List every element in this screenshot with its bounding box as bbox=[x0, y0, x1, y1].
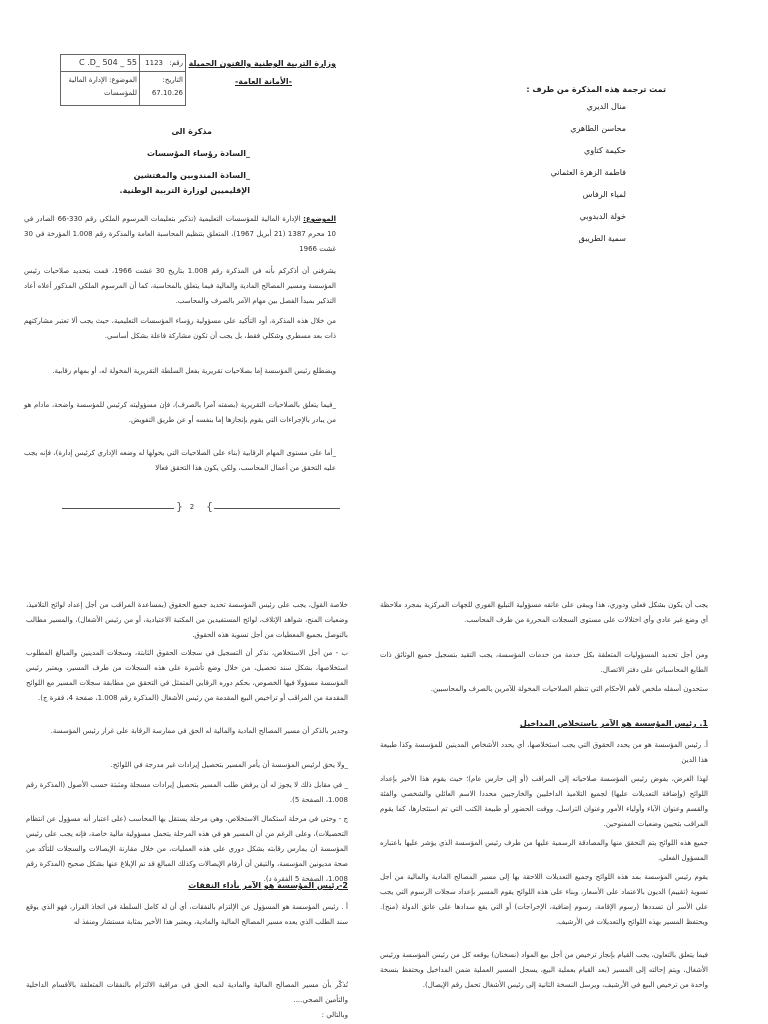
paragraph: وبالتالي : bbox=[321, 1011, 348, 1019]
translator-name: حكيمة كتاوي bbox=[583, 146, 626, 155]
translator-name: منال الديري bbox=[586, 102, 626, 111]
paragraph: وجدير بالذكر أن مسير المصالح المادية والمالية له الحق في ممارسة الرقابة على غرار رئيس المؤسسة. bbox=[50, 727, 348, 735]
memo-to: مذكرة الى bbox=[171, 127, 212, 136]
paragraph: يشرفني أن أذكركم بأنه في المذكرة رقم 1.008 بتاريخ 30 غشت 1966، قمت بتحديد صلاحيات رئيس المؤسسة ومسير المصالح المادية والمالية فيما يتعلق بالمحاسبة، كما أن المرسوم الملكي المذكور أعلاه أعاد التذكير بمبدأ الفصل بين مهام الآمر بالصرف والمحاسب. bbox=[24, 267, 336, 305]
page-number: 2 bbox=[189, 503, 195, 511]
subject-paragraph bbox=[24, 212, 336, 257]
reference-date-label: التاريخ: bbox=[162, 76, 183, 84]
page-bracket-right: { bbox=[206, 500, 213, 513]
reference-code: 55 _ 504 _C .D bbox=[79, 58, 137, 67]
paragraph: من خلال هذه المذكرة، أود التأكيد على مسؤولية رؤساء المؤسسات التعليمية، حيث يجب ألا تعتبر مشاركتهم ذات بعد مسطري وشكلي فقط، بل يجب أن تكون مشاركة فاعلة بشكل أساسي. bbox=[24, 317, 336, 340]
paragraph: _ في مقابل ذلك لا يجوز له أن يرفض طلب المسير بتحصيل إيرادات مسجلة ومثبتة حسب الأصول (المذكرة رقم 1.008، الصفحة 5). bbox=[26, 781, 348, 804]
subject-text: الإدارة المالية للمؤسسات التعليمية (تذكير بتعليمات المرسوم الملكي رقم 330-66 الصادر في 10 محرم 1387 (21 أبريل 1967)، المتعلق بتنظيم المحاسبة العامة والمذكرة رقم 1.008 المؤرخة في 30 غشت 1966 bbox=[24, 215, 336, 253]
paragraph: لهذا الغرض، يفوض رئيس المؤسسة صلاحياته إلى المراقب (أو إلى حارس عام)؛ حيث يقوم هذا الأخير بإعداد اللوائح (وإضافة التعديلات عليها) لجميع التلاميذ الداخليين والخارجيين محددا الاسم العائلي والشخصي والفئة والقسم وعنوان الآباء وأولياء الأمور وعنوان التراسل، ووقت الحضور أو طبيعة الكتب التي تم استئجارها، كما يقوم المراقب بتحيين وضعيات الممنوحين. bbox=[380, 775, 708, 828]
reference-box bbox=[60, 54, 186, 106]
paragraph: ب - من أجل الاستخلاص، نذكر أن التسجيل في سجلات الحقوق الثابتة، وسجلات المدينين والمبالغ المطلوب استخلاصها، بشكل سند تحصيل، من خلال وضع تأشيرة على هذه السجلات من طرف المسير، ويعتبر رئيس المؤسسة مسؤولا فيها الخصوص، بحكم دوره الرقابي المتمثل في التحقق من مطابقة سجلات المسير مع اللوائح المقدمة من المراقب أو تراخيص البيع المقدمة من رئيس الأشغال (المذكرة رقم 1.008، صفحة 4، فقرة ج). bbox=[26, 649, 348, 702]
paragraph: ومن أجل تحديد المسؤوليات المتعلقة بكل خدمة من خدمات المؤسسة، يجب التقيد بتسجيل جميع الوثائق ذات الطابع المحاسباتي على دفتر الاتصال. bbox=[380, 651, 708, 674]
paragraph: نُذكّر بأن مسير المصالح المالية والمادية لديه الحق في مراقبة الالتزام بالنفقات المتعلقة بالأقسام الداخلية والتأمين الصحي.... bbox=[26, 981, 348, 1004]
paragraph: _أما على مستوى المهام الرقابية (بناء على الصلاحيات التي يخولها له وضعه الإداري كرئيس إدارة)، فإنه يجب عليه التحقق من أعمال المحاسب، ولكي يكون هذا التحقق فعالا bbox=[24, 449, 336, 472]
paragraph: جميع هذه اللوائح يتم التحقق منها والمصادقة الرسمية عليها من طرف رئيس المؤسسة الذي يؤشر عليها باعتباره المسؤول الفعلي. bbox=[380, 839, 708, 862]
translator-name: خولة الدبدوبي bbox=[579, 212, 626, 221]
paragraph: يجب أن يكون بشكل فعلي ودوري، هذا ويبقى على عاتقه مسؤولية التبليغ الفوري للجهات المركزية بمجرد ملاحظة أي وضع غير عادي وأي اختلالات على مستوى السجلات المحررة من طرف المحاسب. bbox=[380, 601, 708, 624]
paragraph: أ. رئيس المؤسسة هو من يحدد الحقوق التي يجب استخلاصها، أي يحدد الأشخاص المدينين للمؤسسة وكذا طبيعة هذا الدين bbox=[380, 741, 708, 764]
paragraph: خلاصة القول، يجب على رئيس المؤسسة تحديد جميع الحقوق (بمساعدة المراقب من أجل إعداد لوائح التلاميذ، وضعيات المنح، شواهد الإتلاف، لوائح المستفيدين من المكتبة الاعتيادية، أو من رئيس الأشغال)، والمسير مطالب بالتوصل بجميع المعطيات من أجل تسوية هذه الحقوق. bbox=[26, 601, 348, 639]
translator-name: سمية الطريبق bbox=[578, 234, 626, 243]
paragraph: أ . رئيس المؤسسة هو المسؤول عن الإلتزام بالنفقات، أي أن له كامل السلطة في اتخاذ القرار، فهو الذي يوقع سند الطلب الذي يعده مسير المصالح المالية والمادية، ويعتبر هذا الأخير بمثابة مستشار ومنفذ له bbox=[26, 903, 348, 926]
recipient-delegates: _السادة المندوبين والمفتشين bbox=[133, 171, 250, 180]
translator-name: محاسن الطاهري bbox=[570, 124, 626, 133]
paragraph: يقوم رئيس المؤسسة بمد هذه اللوائح وجميع التعديلات اللاحقة بها إلى مسير المصالح المادية والمالية من أجل تسوية (تقييم) الديون بالاعتماد على الأسعار، وبناء على هذه اللوائح يقوم المسير بإعداد سجلات الرسوم التي يجب على الأسر أن تسددها (رسوم الإقامة، رسوم إضافية، الإخراجات) أو التي يقع سدادها على عاتق الدولة (منح). ويحتفظ المسير بهذه اللوائح والتعديلات في الأرشيف. bbox=[380, 873, 708, 926]
recipient-regional: الإقليميين لوزارة التربية الوطنية. bbox=[119, 186, 250, 195]
page-divider-left bbox=[62, 508, 174, 509]
translator-name: فاطمة الزهرة العثماني bbox=[550, 168, 626, 177]
page-divider-right bbox=[214, 508, 340, 509]
translator-name: لمياء الرفاس bbox=[582, 190, 626, 199]
paragraph: _فيما يتعلق بالصلاحيات التقريرية (بصفته آمرا بالصرف)، فإن مسؤوليته كرئيس للمؤسسة واضحة، مادام هو من يبادر بالإجراءات التي يقوم بإنجازها إما بنفسه أو عن طريق التفويض. bbox=[24, 401, 336, 424]
translation-intro: تمت ترجمة هذه المذكرة من طرف : bbox=[526, 85, 666, 94]
section-2-title: 2-رئيس المؤسسة هو الآمر بأداء النفقات bbox=[188, 881, 348, 890]
general-secretariat: -الأمانة العامة- bbox=[234, 77, 292, 86]
paragraph: ويضطلع رئيس المؤسسة إما بصلاحيات تقريرية بفعل السلطة التقريرية المخولة له، أو بمهام رقابية. bbox=[52, 367, 336, 375]
paragraph: فيما يتعلق بالتعاون، يجب القيام بإنجاز ترخيص من أجل بيع المواد (نسختان) يوقعه كل من رئيس المؤسسة ورئيس الأشغال، ويتم إحالته إلى المسير (بعد القيام بعملية البيع، يسجل المسير العملية ضمن المداخيل ويحتفظ بنسخة واحدة من ترخيص البيع في الأرشيف، ويرسل النسخة الثانية إلى رئيس الأشغال تحمل رقم الإيصال). bbox=[380, 951, 708, 989]
section-1-title: 1. رئيس المؤسسة هو الآمر باستخلاص المداخيل bbox=[519, 719, 708, 728]
ministry-title: وزارة التربية الوطنية والفنون الجميلة bbox=[188, 59, 336, 68]
paragraph: ستحدون أسفله ملخص لأهم الأحكام التي تنظم الصلاحيات المخولة للآمرين بالصرف والمحاسبين. bbox=[430, 685, 708, 693]
reference-number: 1123 bbox=[145, 59, 163, 67]
reference-subject-line2: للمؤسسات bbox=[104, 89, 137, 97]
reference-date: 67.10.26 bbox=[151, 89, 183, 97]
subject-label: الموضوع: bbox=[303, 215, 336, 223]
paragraph: _ولا يحق لرئيس المؤسسة أن يأمر المسير بتحصيل إيرادات غير مدرجة في اللوائح. bbox=[110, 761, 348, 769]
recipient-heads: _السادة رؤساء المؤسسات bbox=[146, 149, 250, 158]
reference-subject: الموضوع: الإدارة المالية bbox=[68, 76, 137, 84]
reference-number-label: رقم: bbox=[169, 59, 183, 67]
paragraph: ج - وحتى في مرحلة استكمال الاستخلاص، وهي مرحلة يستقل بها المحاسب (على اعتبار أنه مسؤول عن انتظام التحصيلات)، وعلى الرغم من أن المسير هو في هذه المرحلة يتحمل مسؤولية مالية خاصة، فإنه يجب على رئيس المؤسسة أن يمارس رقابته بشكل دوري على هذه العمليات، من خلال مقارنة الإيصالات والسجلات للتأكد من صحة مديونين المؤسسة، والتيقن أن أرقام الإيصالات وكذلك المبالغ قد تم الإبلاغ عنها بشكل صحيح (المذكرة رقم 1.008، الصفحة 5 الفقرة د). bbox=[26, 815, 348, 883]
page-bracket-left: } bbox=[176, 500, 183, 513]
